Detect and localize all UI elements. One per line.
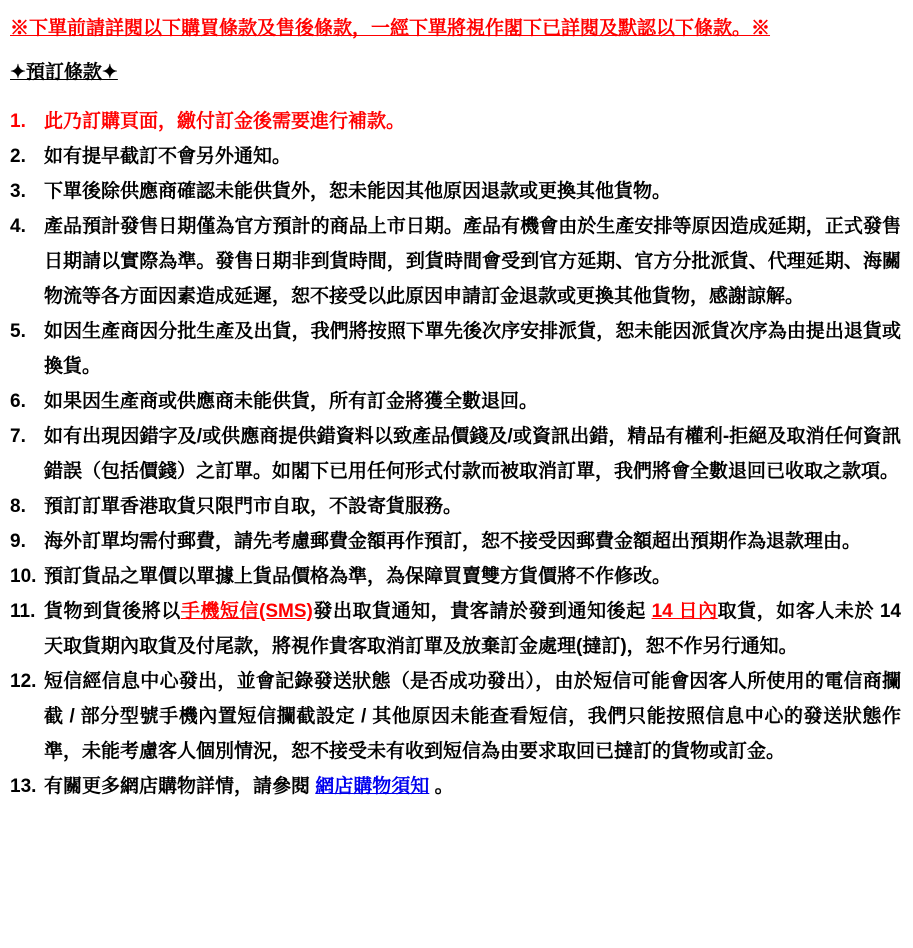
term-text-segment: 如有提早截訂不會另外通知。 <box>44 146 292 167</box>
term-text <box>44 314 901 384</box>
term-text <box>44 769 901 804</box>
term-number: 11. <box>10 601 36 622</box>
term-text-segment: 預訂訂單香港取貨只限門市自取，不設寄貨服務。 <box>44 496 463 517</box>
term-number: 5. <box>10 321 26 342</box>
term-text-segment: 取貨，如客人未於 14 天取貨期內取貨及付尾款，將視作貴客取消訂單及放棄訂金處理(撻訂)，恕不作另行通知。 <box>44 601 901 657</box>
term-text <box>44 419 901 489</box>
term-text-segment: 如有出現因錯字及/或供應商提供錯資料以致產品價錢及/或資訊出錯，精品有權利-拒絕及取消任何資訊錯誤（包括價錢）之訂單。如閣下已用任何形式付款而被取消訂單，我們將會全數退回已收取之款項。 <box>44 426 901 482</box>
term-text-segment: 發出取貨通知，貴客請於發到通知後起 <box>312 601 652 622</box>
term-text <box>44 489 901 524</box>
term-number: 1. <box>10 111 26 132</box>
term-text <box>44 559 901 594</box>
term-number: 4. <box>10 216 26 237</box>
term-text-segment: 海外訂單均需付郵費，請先考慮郵費金額再作預訂，恕不接受因郵費金額超出預期作為退款理由。 <box>44 531 862 552</box>
highlighted-text: 手機短信(SMS) <box>180 601 313 622</box>
term-text <box>44 384 901 419</box>
term-number: 13. <box>10 776 37 797</box>
highlighted-text: 14 日內 <box>651 601 718 622</box>
term-text-segment: 如果因生產商或供應商未能供貨，所有訂金將獲全數退回。 <box>44 391 539 412</box>
term-number: 2. <box>10 146 26 167</box>
term-text-segment: 產品預計發售日期僅為官方預計的商品上市日期。產品有機會由於生產安排等原因造成延期，正式發售日期請以實際為準。發售日期非到貨時間，到貨時間會受到官方延期、官方分批派貨、代理延期、海關物流等各方面因素造成延遲，恕不接受以此原因申請訂金退款或更換其他貨物，感謝諒解。 <box>44 216 901 307</box>
terms-list <box>10 104 901 804</box>
term-item <box>10 419 901 489</box>
term-text-segment: 。 <box>429 776 454 797</box>
term-number: 12. <box>10 671 37 692</box>
term-number: 3. <box>10 181 26 202</box>
term-text <box>44 664 901 769</box>
term-text <box>44 104 901 139</box>
term-text-segment: 預訂貨品之單價以單據上貨品價格為準，為保障買賣雙方貨價將不作修改。 <box>44 566 672 587</box>
term-text <box>44 209 901 314</box>
term-number: 9. <box>10 531 26 552</box>
term-text-segment: 下單後除供應商確認未能供貨外，恕未能因其他原因退款或更換其他貨物。 <box>44 181 672 202</box>
term-text <box>44 139 901 174</box>
term-item <box>10 594 901 664</box>
term-number: 8. <box>10 496 26 517</box>
term-number: 6. <box>10 391 26 412</box>
term-text <box>44 174 901 209</box>
term-text-segment: 此乃訂購頁面，繳付訂金後需要進行補款。 <box>44 111 406 132</box>
term-item <box>10 664 901 769</box>
term-text <box>44 594 901 664</box>
term-item <box>10 769 901 804</box>
term-text-segment: 貨物到貨後將以 <box>44 601 181 622</box>
term-text <box>44 524 901 559</box>
term-item <box>10 174 901 209</box>
term-item <box>10 524 901 559</box>
term-item <box>10 489 901 524</box>
term-item <box>10 139 901 174</box>
document-title: ※下單前請詳閱以下購買條款及售後條款，一經下單將視作閣下已詳閱及默認以下條款。※ <box>10 18 771 39</box>
term-item <box>10 559 901 594</box>
term-text-segment: 有關更多網店購物詳情，請參閱 <box>44 776 316 797</box>
term-number: 7. <box>10 426 26 447</box>
term-number: 10. <box>10 566 37 587</box>
term-text-segment: 短信經信息中心發出，並會記錄發送狀態（是否成功發出），由於短信可能會因客人所使用的電信商攔截 / 部分型號手機內置短信攔截設定 / 其他原因未能查看短信，我們只能按照信息中心的發送狀態作準，未能考慮客人個別情況，恕不接受未有收到短信為由要求取回已撻訂的貨物或訂金。 <box>44 671 901 762</box>
shop-guide-link[interactable]: 網店購物須知 <box>315 776 430 797</box>
term-item <box>10 209 901 314</box>
term-text-segment: 如因生產商因分批生產及出貨，我們將按照下單先後次序安排派貨，恕未能因派貨次序為由提出退貨或換貨。 <box>44 321 901 377</box>
term-item <box>10 384 901 419</box>
term-item <box>10 314 901 384</box>
section-header: ✦預訂條款✦ <box>10 62 118 83</box>
term-item <box>10 104 901 139</box>
